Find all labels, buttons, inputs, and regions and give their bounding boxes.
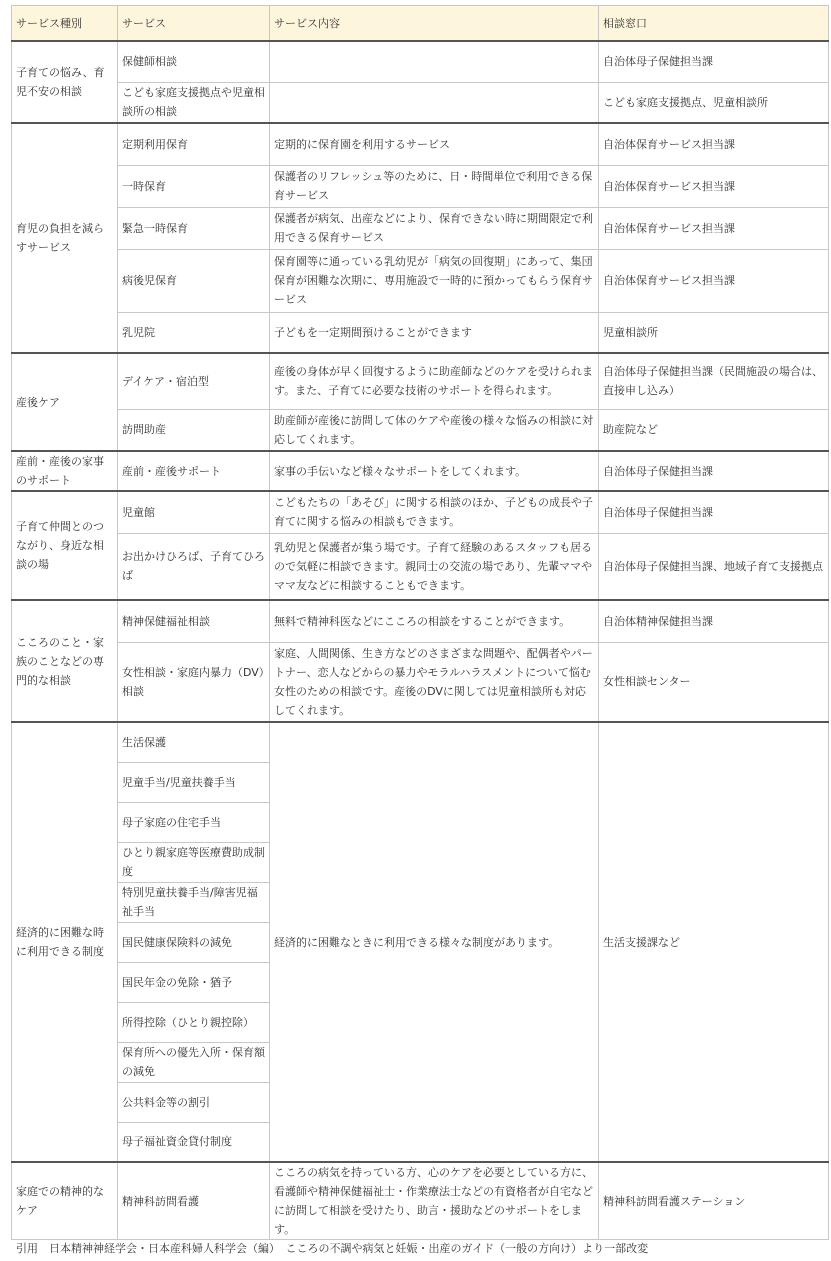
service-cell: 国民健康保険料の減免: [118, 922, 270, 962]
category-cell: 育児の負担を減らすサービス: [12, 123, 118, 353]
header-service: サービス: [118, 6, 270, 42]
contact-cell: 自治体保育サービス担当課: [599, 165, 829, 207]
header-service-content: サービス内容: [270, 6, 599, 42]
table-row: [12, 249, 829, 312]
contact-cell: 自治体保育サービス担当課: [599, 123, 829, 165]
content-cell: [270, 82, 599, 123]
service-cell: こども家庭支援拠点や児童相談所の相談: [118, 82, 270, 123]
category-cell: こころのこと・家族のことなどの専門的な相談: [12, 600, 118, 722]
content-cell: 経済的に困難なときに利用できる様々な制度があります。: [270, 722, 599, 1162]
services-table: [11, 5, 829, 1240]
category-cell: 子育ての悩み、育児不安の相談: [12, 41, 118, 123]
category-cell: 子育て仲間とのつながり、身近な相談の場: [12, 491, 118, 600]
table-header-row: [12, 6, 829, 42]
table-row: [12, 165, 829, 207]
table-row: [12, 600, 829, 642]
service-cell: 女性相談・家庭内暴力（DV）相談: [118, 642, 270, 722]
contact-cell: 精神科訪問看護ステーション: [599, 1162, 829, 1240]
contact-cell: 自治体母子保健担当課（民間施設の場合は、直接申し込み）: [599, 353, 829, 409]
table-row: [12, 1162, 829, 1240]
service-cell: 病後児保育: [118, 249, 270, 312]
service-cell: ひとり親家庭等医療費助成制度: [118, 842, 270, 882]
header-service-type: サービス種別: [12, 6, 118, 42]
service-cell: 母子福祉資金貸付制度: [118, 1122, 270, 1162]
content-cell: 保護者が病気、出産などにより、保育できない時に期間限定で利用できる保育サービス: [270, 207, 599, 249]
table-row: [12, 451, 829, 491]
content-cell: こどもたちの「あそび」に関する相談のほか、子どもの成長や子育てに関する悩みの相談もできます。: [270, 491, 599, 533]
content-cell: 家庭、人間関係、生き方などのさまざまな問題や、配偶者やパートナー、恋人などからの暴力やモラルハラスメントについて悩む女性のための相談です。産後のDVに関しては児童相談所も対応してくれます。: [270, 642, 599, 722]
contact-cell: 女性相談センター: [599, 642, 829, 722]
content-cell: 家事の手伝いなど様々なサポートをしてくれます。: [270, 451, 599, 491]
table-row: [12, 312, 829, 353]
service-cell: 産前・産後サポート: [118, 451, 270, 491]
contact-cell: 生活支援課など: [599, 722, 829, 1162]
category-cell: 産後ケア: [12, 353, 118, 451]
contact-cell: こども家庭支援拠点、児童相談所: [599, 82, 829, 123]
table-row: [12, 642, 829, 722]
service-cell: 緊急一時保育: [118, 207, 270, 249]
content-cell: こころの病気を持っている方、心のケアを必要としている方に、看護師や精神保健福祉士・作業療法士などの有資格者が自宅などに訪問して相談を受けたり、助言・援助などのサポートをします。: [270, 1162, 599, 1240]
contact-cell: 自治体保育サービス担当課: [599, 249, 829, 312]
service-cell: 保育所への優先入所・保育額の減免: [118, 1042, 270, 1082]
content-cell: [270, 41, 599, 82]
contact-cell: 児童相談所: [599, 312, 829, 353]
table-row: [12, 533, 829, 600]
header-contact: 相談窓口: [599, 6, 829, 42]
service-cell: 訪問助産: [118, 409, 270, 451]
contact-cell: 助産院など: [599, 409, 829, 451]
service-cell: 生活保護: [118, 722, 270, 762]
service-cell: 保健師相談: [118, 41, 270, 82]
service-cell: 母子家庭の住宅手当: [118, 802, 270, 842]
table-row: [12, 82, 829, 123]
contact-cell: 自治体母子保健担当課: [599, 451, 829, 491]
contact-cell: 自治体母子保健担当課: [599, 41, 829, 82]
contact-cell: 自治体母子保健担当課: [599, 491, 829, 533]
content-cell: 保育園等に通っている乳幼児が「病気の回復期」にあって、集団保育が困難な次期に、専用施設で一時的に預かってもらう保育サービス: [270, 249, 599, 312]
content-cell: 子どもを一定期間預けることができます: [270, 312, 599, 353]
service-cell: 精神保健福祉相談: [118, 600, 270, 642]
service-cell: 公共料金等の割引: [118, 1082, 270, 1122]
table-row: [12, 491, 829, 533]
category-cell: 産前・産後の家事のサポート: [12, 451, 118, 491]
table-row: [12, 41, 829, 82]
service-cell: 定期利用保育: [118, 123, 270, 165]
service-cell: 児童手当/児童扶養手当: [118, 762, 270, 802]
content-cell: 産後の身体が早く回復するように助産師などのケアを受けられます。また、子育てに必要な技術のサポートを得られます。: [270, 353, 599, 409]
content-cell: 助産師が産後に訪問して体のケアや産後の様々な悩みの相談に対応してくれます。: [270, 409, 599, 451]
service-cell: デイケア・宿泊型: [118, 353, 270, 409]
table-row: [12, 722, 829, 762]
content-cell: 無料で精神科医などにこころの相談をすることができます。: [270, 600, 599, 642]
service-cell: 一時保育: [118, 165, 270, 207]
contact-cell: 自治体母子保健担当課、地域子育て支援拠点: [599, 533, 829, 600]
contact-cell: 自治体精神保健担当課: [599, 600, 829, 642]
table-row: [12, 207, 829, 249]
table-row: [12, 409, 829, 451]
citation-text: 引用 日本精神神経学会・日本産科婦人科学会（編） こころの不調や病気と妊娠・出産のガイド（一般の方向け）より一部改変: [16, 1242, 649, 1255]
service-cell: 特別児童扶養手当/障害児福祉手当: [118, 882, 270, 922]
content-cell: 保護者のリフレッシュ等のために、日・時間単位で利用できる保育サービス: [270, 165, 599, 207]
category-cell: 経済的に困難な時に利用できる制度: [12, 722, 118, 1162]
service-cell: 乳児院: [118, 312, 270, 353]
content-cell: 定期的に保育園を利用するサービス: [270, 123, 599, 165]
service-cell: 精神科訪問看護: [118, 1162, 270, 1240]
service-cell: 所得控除（ひとり親控除）: [118, 1002, 270, 1042]
table-row: [12, 123, 829, 165]
content-cell: 乳幼児と保護者が集う場です。子育て経験のあるスタッフも居るので気軽に相談できます。親同士の交流の場であり、先輩ママやママ友などに相談することもできます。: [270, 533, 599, 600]
contact-cell: 自治体保育サービス担当課: [599, 207, 829, 249]
category-cell: 家庭での精神的なケア: [12, 1162, 118, 1240]
service-cell: 児童館: [118, 491, 270, 533]
table-row: [12, 353, 829, 409]
service-cell: お出かけひろば、子育てひろば: [118, 533, 270, 600]
service-cell: 国民年金の免除・猶予: [118, 962, 270, 1002]
